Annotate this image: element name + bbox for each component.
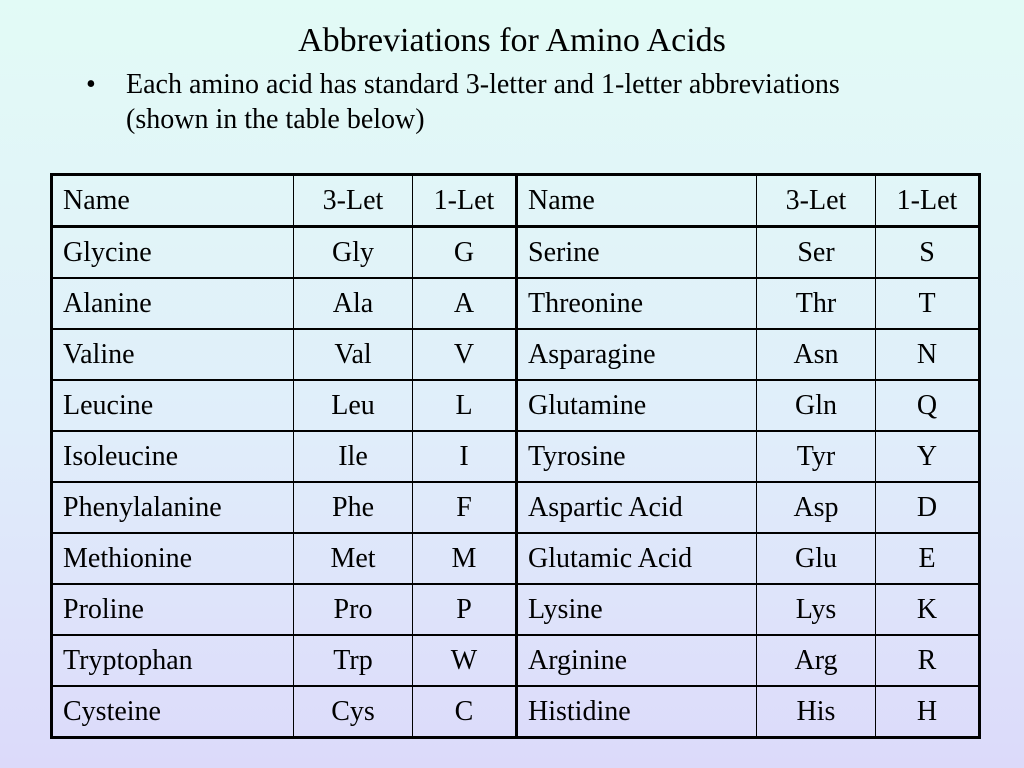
- cell-three-letter: Cys: [294, 686, 413, 738]
- table-row: [52, 329, 980, 380]
- cell-three-letter: Arg: [757, 635, 876, 686]
- cell-name: Asparagine: [517, 329, 757, 380]
- table-row: [52, 686, 980, 738]
- cell-three-letter: Leu: [294, 380, 413, 431]
- cell-name: Glutamine: [517, 380, 757, 431]
- cell-name: Arginine: [517, 635, 757, 686]
- cell-one-letter: D: [876, 482, 980, 533]
- table-row: [52, 635, 980, 686]
- table-row: [52, 431, 980, 482]
- cell-three-letter: Glu: [757, 533, 876, 584]
- cell-three-letter: Lys: [757, 584, 876, 635]
- cell-three-letter: Tyr: [757, 431, 876, 482]
- bullet-dot-icon: •: [86, 69, 96, 100]
- cell-one-letter: A: [413, 278, 517, 329]
- table-row: [52, 227, 980, 279]
- cell-one-letter: N: [876, 329, 980, 380]
- cell-one-letter: W: [413, 635, 517, 686]
- bullet-point: [86, 67, 846, 137]
- table-body: [52, 175, 980, 738]
- cell-one-letter: F: [413, 482, 517, 533]
- table-header-row: [52, 175, 980, 227]
- cell-one-letter: Q: [876, 380, 980, 431]
- cell-three-letter: Met: [294, 533, 413, 584]
- cell-three-letter: Gln: [757, 380, 876, 431]
- cell-name: Phenylalanine: [52, 482, 294, 533]
- cell-name: Lysine: [517, 584, 757, 635]
- cell-one-letter: E: [876, 533, 980, 584]
- cell-name: Threonine: [517, 278, 757, 329]
- cell-three-letter: Asn: [757, 329, 876, 380]
- cell-name: Cysteine: [52, 686, 294, 738]
- cell-one-letter: C: [413, 686, 517, 738]
- amino-acid-table: [50, 173, 981, 739]
- cell-one-letter: G: [413, 227, 517, 279]
- cell-three-letter: Trp: [294, 635, 413, 686]
- cell-three-letter: Ala: [294, 278, 413, 329]
- cell-one-letter: L: [413, 380, 517, 431]
- cell-one-letter: P: [413, 584, 517, 635]
- cell-one-letter: K: [876, 584, 980, 635]
- slide-title: Abbreviations for Amino Acids: [298, 22, 726, 59]
- header-one-letter-right: 1-Let: [876, 175, 980, 227]
- bullet-text: Each amino acid has standard 3-letter and 1-letter abbreviations (shown in the table below): [126, 69, 840, 135]
- table-row: [52, 584, 980, 635]
- table-row: [52, 278, 980, 329]
- header-name-left: Name: [52, 175, 294, 227]
- cell-three-letter: Gly: [294, 227, 413, 279]
- cell-three-letter: Val: [294, 329, 413, 380]
- cell-three-letter: Ser: [757, 227, 876, 279]
- cell-name: Tryptophan: [52, 635, 294, 686]
- table-row: [52, 380, 980, 431]
- cell-name: Valine: [52, 329, 294, 380]
- header-three-letter-right: 3-Let: [757, 175, 876, 227]
- cell-one-letter: H: [876, 686, 980, 738]
- cell-three-letter: His: [757, 686, 876, 738]
- cell-one-letter: T: [876, 278, 980, 329]
- cell-name: Glycine: [52, 227, 294, 279]
- cell-name: Methionine: [52, 533, 294, 584]
- cell-one-letter: Y: [876, 431, 980, 482]
- cell-name: Aspartic Acid: [517, 482, 757, 533]
- cell-name: Histidine: [517, 686, 757, 738]
- cell-one-letter: R: [876, 635, 980, 686]
- cell-name: Serine: [517, 227, 757, 279]
- cell-three-letter: Phe: [294, 482, 413, 533]
- cell-name: Glutamic Acid: [517, 533, 757, 584]
- table-row: [52, 533, 980, 584]
- header-three-letter-left: 3-Let: [294, 175, 413, 227]
- cell-name: Tyrosine: [517, 431, 757, 482]
- cell-three-letter: Pro: [294, 584, 413, 635]
- cell-name: Isoleucine: [52, 431, 294, 482]
- cell-three-letter: Ile: [294, 431, 413, 482]
- cell-one-letter: S: [876, 227, 980, 279]
- cell-name: Alanine: [52, 278, 294, 329]
- cell-one-letter: I: [413, 431, 517, 482]
- cell-name: Leucine: [52, 380, 294, 431]
- cell-three-letter: Thr: [757, 278, 876, 329]
- cell-one-letter: M: [413, 533, 517, 584]
- cell-one-letter: V: [413, 329, 517, 380]
- table-row: [52, 482, 980, 533]
- cell-name: Proline: [52, 584, 294, 635]
- cell-three-letter: Asp: [757, 482, 876, 533]
- header-name-right: Name: [517, 175, 757, 227]
- header-one-letter-left: 1-Let: [413, 175, 517, 227]
